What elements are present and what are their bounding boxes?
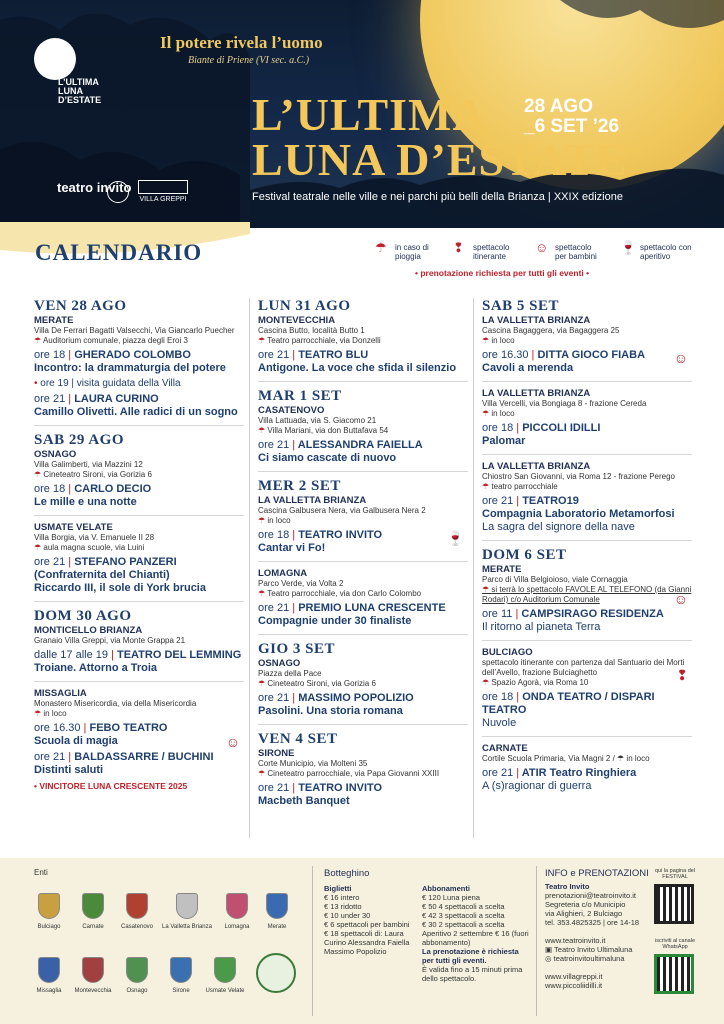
crest-icon bbox=[226, 893, 248, 919]
crest-label: Usmate Velate bbox=[205, 988, 245, 994]
venue-address: Granaio Villa Greppi, via Monte Grappa 21 bbox=[34, 636, 186, 645]
child-face-icon: ☺ bbox=[673, 350, 688, 366]
villa-greppi-logo bbox=[138, 180, 188, 203]
footsteps-icon: ❢ bbox=[453, 240, 464, 255]
show-title: Antigone. La voce che sfida il silenzio bbox=[258, 362, 457, 374]
venue-block bbox=[482, 461, 692, 541]
site-link[interactable]: www.villagreppi.it bbox=[545, 972, 603, 981]
day-block bbox=[34, 608, 244, 682]
venue-town: LA VALLETTA BRIANZA bbox=[482, 315, 591, 326]
venue-address: Cascina Galbusera Nera, via Galbusera Nera 2 bbox=[258, 506, 426, 515]
event-line: ore 11 | CAMPSIRAGO RESIDENZA bbox=[482, 608, 664, 620]
booking-note: • prenotazione richiesta per tutti gli eventi • bbox=[415, 268, 590, 278]
child-face-icon: ☺ bbox=[225, 734, 240, 750]
day-heading: LUN 31 AGO bbox=[258, 298, 351, 314]
rain-venue: ☂ aula magna scuole, via Luini bbox=[34, 543, 244, 553]
rain-venue: ☂ Cineteatro Sironi, via Gorizia 6 bbox=[34, 470, 244, 480]
day-heading: SAB 29 AGO bbox=[34, 432, 125, 448]
botteghino-title: Botteghino bbox=[324, 868, 370, 879]
venue-address: Villa Galimberti, via Mazzini 12 bbox=[34, 460, 143, 469]
event-line: ore 21 | BALDASSARRE / BUCHINI bbox=[34, 751, 214, 763]
show-title: Compagnie under 30 finaliste bbox=[258, 615, 412, 627]
day-heading: SAB 5 SET bbox=[482, 298, 560, 314]
rain-venue: ☂ in loco bbox=[34, 709, 244, 719]
circle-logo-icon bbox=[107, 181, 129, 203]
day-heading: DOM 6 SET bbox=[482, 547, 567, 563]
winner-note: • VINCITORE LUNA CRESCENTE 2025 bbox=[34, 781, 244, 791]
venue-town: MONTEVECCHIA bbox=[258, 315, 336, 326]
venue-address: Monastero Misericordia, via della Misericordia bbox=[34, 699, 197, 708]
day-block bbox=[34, 432, 244, 516]
company-title: Compagnia Laboratorio Metamorfosi bbox=[482, 508, 675, 520]
event-line: ore 21 | PREMIO LUNA CRESCENTE bbox=[258, 602, 446, 614]
event-line: ore 21 | LAURA CURINO bbox=[34, 393, 159, 405]
chair-logo-icon bbox=[34, 38, 76, 80]
event-line: ore 21 | TEATRO BLU bbox=[258, 349, 369, 361]
crest-icon bbox=[82, 893, 104, 919]
event-line: ore 21 | TEATRO INVITO bbox=[258, 782, 383, 794]
venue-address: Parco Verde, via Volta 2 bbox=[258, 579, 344, 588]
crest-icon bbox=[82, 957, 104, 983]
day-block bbox=[258, 641, 468, 725]
venue-town: MERATE bbox=[34, 315, 74, 326]
event-line: ore 18 | PICCOLI IDILLI bbox=[482, 422, 601, 434]
show-title: La sagra del signore della nave bbox=[482, 521, 635, 533]
crest-label: Sirone bbox=[172, 988, 190, 994]
show-title: Palomar bbox=[482, 435, 526, 447]
column-1 bbox=[34, 298, 244, 803]
venue-address: Parco di Villa Belgioioso, viale Cornaggia bbox=[482, 575, 628, 584]
venue-town: MISSAGLIA bbox=[34, 688, 87, 699]
villa-logo-text: VILLA GREPPI bbox=[139, 196, 187, 203]
venue-town: BULCIAGO bbox=[482, 647, 533, 658]
show-title: Riccardo III, il sole di York brucia bbox=[34, 582, 206, 594]
qr2-label: iscriviti al canale WhatsApp bbox=[654, 938, 696, 950]
biglietti-list: Biglietti € 16 intero € 13 ridotto € 10 under 30 € 6 spettacoli per bambini € 18 spettacoli di: Laura Curino Alessandra Faiella Massimo Popolizio bbox=[324, 884, 410, 956]
crest-icon bbox=[170, 957, 192, 983]
event-line: ore 21 | TEATRO19 bbox=[482, 495, 579, 507]
show-title: Scuola di magia bbox=[34, 735, 118, 747]
rain-venue: ☂ Cineteatro Sironi, via Gorizia 6 bbox=[258, 679, 468, 689]
company-note: (Confraternita del Chianti) bbox=[34, 569, 170, 581]
child-face-icon: ☺ bbox=[673, 591, 688, 607]
footsteps-icon: ❢ bbox=[676, 667, 688, 683]
event-line: ore 18 | CARLO DECIO bbox=[34, 483, 152, 495]
venue-block bbox=[482, 647, 692, 737]
event-line: ore 18 | GHERADO COLOMBO bbox=[34, 349, 191, 361]
crest-label: Merate bbox=[267, 924, 287, 930]
enti-title: Enti bbox=[34, 868, 48, 877]
logo-text: L’ULTIMA LUNA D’ESTATE bbox=[58, 77, 102, 105]
wine-glass-icon: 🍷 bbox=[620, 240, 637, 255]
seal-icon bbox=[256, 953, 296, 993]
rain-venue: ☂ Teatro parrocchiale, via don Carlo Colombo bbox=[258, 589, 468, 599]
show-title: Nuvole bbox=[482, 717, 517, 729]
venue-address: Corte Municipio, via Molteni 35 bbox=[258, 759, 368, 768]
footer-divider bbox=[312, 866, 313, 1016]
crest-label: Carnate bbox=[82, 924, 104, 930]
motto-source: Biante di Priene (VI sec. a.C.) bbox=[188, 55, 310, 66]
crest-label: Osnago bbox=[126, 988, 148, 994]
venue-address: Cascina Bagaggera, via Bagaggera 25 bbox=[482, 326, 620, 335]
venue-address: spettacolo itinerante con partenza dal Santuario dei Morti dell’Avello, frazione Bulciaghetto bbox=[482, 658, 685, 677]
day-block bbox=[258, 478, 468, 562]
venue-address: Cascina Butto, località Butto 1 bbox=[258, 326, 365, 335]
motto: Il potere rivela l’uomo bbox=[160, 33, 323, 52]
show-title: Troiane. Attorno a Troia bbox=[34, 662, 158, 674]
legend-aperitivo: 🍷 spettacolo con aperitivo bbox=[620, 240, 692, 261]
crest-icon bbox=[214, 957, 236, 983]
day-heading: DOM 30 AGO bbox=[34, 608, 132, 624]
venue-town: LA VALLETTA BRIANZA bbox=[258, 495, 367, 506]
rain-venue: ☂ in loco bbox=[482, 336, 692, 346]
day-block bbox=[258, 298, 468, 382]
date-start: 28 AGO bbox=[524, 96, 593, 117]
column-3 bbox=[482, 298, 692, 805]
rain-venue: ☂ Auditorium comunale, piazza degli Eroi 3 bbox=[34, 336, 244, 346]
crest-label: Casatenovo bbox=[120, 924, 154, 930]
day-heading: VEN 28 AGO bbox=[34, 298, 127, 314]
info-title: INFO e PRENOTAZIONI bbox=[545, 868, 649, 879]
venue-block bbox=[34, 688, 244, 797]
rain-venue: ☂ Villa Mariani, via don Buttafava 54 bbox=[258, 426, 468, 436]
crest-icon bbox=[126, 893, 148, 919]
teatro-invito-logo: teatro invito bbox=[57, 180, 132, 195]
site-link[interactable]: www.piccoliidilli.it bbox=[545, 981, 603, 990]
legend-children: ☺ spettacolo per bambini bbox=[535, 240, 597, 261]
show-title: Il ritorno al pianeta Terra bbox=[482, 621, 601, 633]
show-title: Camillo Olivetti. Alle radici di un sogno bbox=[34, 406, 238, 418]
crest-label: Lomagna bbox=[224, 924, 250, 930]
venue-address: Chiostro San Giovanni, via Roma 12 - frazione Perego bbox=[482, 472, 675, 481]
tagline: Festival teatrale nelle ville e nei parchi più belli della Brianza | XXIX edizione bbox=[252, 191, 623, 203]
venue-block bbox=[482, 743, 692, 799]
event-line: ore 18 | TEATRO INVITO bbox=[258, 529, 383, 541]
venue-town: SIRONE bbox=[258, 748, 295, 759]
venue-block bbox=[258, 568, 468, 635]
day-block bbox=[258, 731, 468, 814]
facebook-icon: ▣ bbox=[545, 945, 555, 954]
hero-banner bbox=[0, 0, 724, 228]
qr-code-icon[interactable] bbox=[654, 884, 694, 924]
day-block bbox=[482, 298, 692, 382]
day-heading: MER 2 SET bbox=[258, 478, 341, 494]
villa-building-icon bbox=[138, 180, 188, 194]
qr-code-icon[interactable] bbox=[654, 954, 694, 994]
column-divider bbox=[249, 298, 250, 838]
rain-venue: ☂ Cineteatro parrocchiale, via Papa Giovanni XXIII bbox=[258, 769, 468, 779]
site-link[interactable]: www.teatroinvito.it bbox=[545, 936, 606, 945]
show-title: A (s)ragionar di guerra bbox=[482, 780, 592, 792]
footer-divider bbox=[536, 866, 537, 1016]
child-face-icon: ☺ bbox=[535, 240, 549, 255]
show-title: Cantar vi Fo! bbox=[258, 542, 326, 554]
rain-venue: ☂ in loco bbox=[482, 409, 692, 419]
venue-block bbox=[482, 388, 692, 455]
rain-venue: ☂ si terrà lo spettacolo FAVOLE AL TELEFONO (da Gianni Rodari) c/o Auditorium Comunale bbox=[482, 585, 692, 605]
venue-town: MONTICELLO BRIANZA bbox=[34, 625, 143, 636]
crest-label: Montevecchia bbox=[74, 988, 112, 994]
crest-label: Bulciago bbox=[37, 924, 61, 930]
rain-venue: ☂ Teatro parrocchiale, via Donzelli bbox=[258, 336, 468, 346]
crest-label: La Valletta Brianza bbox=[162, 924, 212, 930]
title-line-2: LUNA D’ESTATE bbox=[252, 134, 628, 185]
show-title: Incontro: la drammaturgia del potere bbox=[34, 362, 226, 374]
show-title: Macbeth Banquet bbox=[258, 795, 350, 807]
crest-icon bbox=[266, 893, 288, 919]
wine-glass-icon: 🍷 bbox=[446, 530, 464, 546]
crest-icon bbox=[126, 957, 148, 983]
legend-itinerant: ❢ spettacolo itinerante bbox=[453, 240, 510, 261]
instagram-icon: ◎ bbox=[545, 954, 554, 963]
event-line: ore 21 | STEFANO PANZERI bbox=[34, 556, 177, 568]
guided-tour: • ore 19 | visita guidata della Villa bbox=[34, 378, 181, 389]
day-heading: VEN 4 SET bbox=[258, 731, 338, 747]
crest-icon bbox=[38, 893, 60, 919]
calendar-title: CALENDARIO bbox=[35, 240, 203, 265]
show-title: Le mille e una notte bbox=[34, 496, 137, 508]
venue-town: MERATE bbox=[482, 564, 522, 575]
show-title: Ci siamo cascate di nuovo bbox=[258, 452, 397, 464]
venue-address: Villa Lattuada, via S. Giacomo 21 bbox=[258, 416, 377, 425]
event-line: ore 18 | ONDA TEATRO / DISPARI TEATRO bbox=[482, 691, 655, 716]
show-title: Pasolini. Una storia romana bbox=[258, 705, 403, 717]
column-2 bbox=[258, 298, 468, 820]
venue-address: Cortile Scuola Primaria, Via Magni 2 / ☂ in loco bbox=[482, 754, 650, 763]
venue-block bbox=[34, 522, 244, 602]
venue-town: LA VALLETTA BRIANZA bbox=[482, 388, 591, 399]
column-divider bbox=[473, 298, 474, 838]
venue-town: LOMAGNA bbox=[258, 568, 308, 579]
rain-venue: ☂ in loco bbox=[258, 516, 468, 526]
show-title: Distinti saluti bbox=[34, 764, 104, 776]
day-heading: GIO 3 SET bbox=[258, 641, 336, 657]
event-line: ore 16.30 | FEBO TEATRO bbox=[34, 722, 168, 734]
day-block bbox=[34, 298, 244, 426]
venue-town: LA VALLETTA BRIANZA bbox=[482, 461, 591, 472]
qr1-label: qui la pagina del FESTIVAL bbox=[654, 868, 696, 880]
abbonamenti-list: Abbonamenti € 120 Luna piena € 50 4 spettacoli a scelta € 42 3 spettacoli a scelta € 30 2 spettacoli a scelta Aperitivo 2 settembre € 16 (fuori abbonamento) La prenotazione è richiesta per tutti gli eventi. È valida fino a 15 minuti prima dello spettacolo. bbox=[422, 884, 529, 983]
title-line-1: L’ULTIMA bbox=[252, 89, 487, 140]
rain-venue: ☂ teatro parrocchiale bbox=[482, 482, 692, 492]
legend-rain: ☂ in caso di pioggia bbox=[375, 240, 429, 261]
crest-icon bbox=[38, 957, 60, 983]
venue-town: OSNAGO bbox=[34, 449, 77, 460]
info-block: Teatro Invito prenotazioni@teatroinvito.it Segreteria c/o Municipio via Alighieri, 2 Bulciago tel. 353.4825325 | ore 14-18 www.teatroinvito.it ▣ Teatro Invito Ultimaluna ◎ teatroinvitoultimaluna www.villagreppi.it www.piccoliidilli.it bbox=[545, 882, 640, 990]
venue-town: CASATENOVO bbox=[258, 405, 325, 416]
event-line: ore 21 | ALESSANDRA FAIELLA bbox=[258, 439, 423, 451]
day-heading: MAR 1 SET bbox=[258, 388, 342, 404]
event-line: ore 21 | MASSIMO POPOLIZIO bbox=[258, 692, 414, 704]
event-line: ore 16.30 | DITTA GIOCO FIABA bbox=[482, 349, 646, 361]
show-title: Cavoli a merenda bbox=[482, 362, 574, 374]
day-block bbox=[482, 547, 692, 641]
venue-address: Villa Borgia, via V. Emanuele II 28 bbox=[34, 533, 155, 542]
day-block bbox=[258, 388, 468, 472]
venue-address: Piazza della Pace bbox=[258, 669, 322, 678]
rain-venue: ☂ Spazio Agorà, via Roma 10 bbox=[482, 678, 692, 688]
umbrella-icon: ☂ bbox=[375, 240, 387, 255]
crest-icon bbox=[176, 893, 198, 919]
venue-town: USMATE VELATE bbox=[34, 522, 113, 533]
crest-label: Missaglia bbox=[36, 988, 62, 994]
date-end: _6 SET ’26 bbox=[524, 116, 620, 137]
venue-address: Villa De Ferrari Bagatti Valsecchi, Via Giancarlo Puecher bbox=[34, 326, 235, 335]
venue-address: Villa Vercelli, via Bongiaga 8 - frazione Cereda bbox=[482, 399, 647, 408]
venue-town: OSNAGO bbox=[258, 658, 301, 669]
event-line: dalle 17 alle 19 | TEATRO DEL LEMMING bbox=[34, 649, 242, 661]
venue-town: CARNATE bbox=[482, 743, 528, 754]
event-line: ore 21 | ATIR Teatro Ringhiera bbox=[482, 767, 637, 779]
